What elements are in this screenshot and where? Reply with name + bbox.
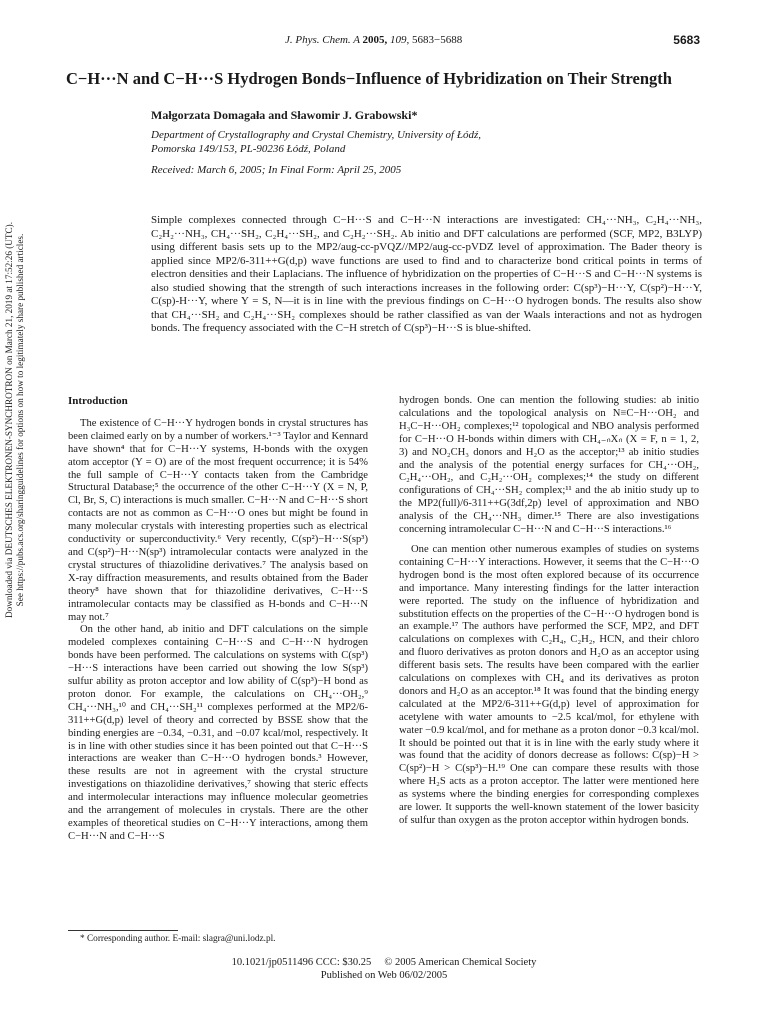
author-affiliation (151, 128, 481, 156)
journal-volume: 109, (390, 34, 410, 46)
abstract: Simple complexes connected through C−H···S and C−H···N interactions are investigated: CH₄···NH₃, C₂H₄···NH₃, C₂H₂···NH₃, CH₄···SH₂, C₂H₄···SH₂, and C₂H₂···SH₂. Ab initio and DFT calculations are performed (SCF, MP2, B3LYP) using different basis sets up to the MP2/aug-cc-pVQZ//MP2/aug-cc-pVDZ level of approximation. The Bader theory is applied since MP2/6-311++G(d,p) wave functions are used to find and to characterize bond critical points in terms of electron densities and their Laplacians. The influence of hybridization on the properties of C−H···S and C−H···N systems is also studied showing that the strength of such interactions increases in the following order: C(sp³)−H···Y, C(sp²)−H···Y, C(sp)-H···Y, where Y = S, N—it is in line with the previous findings on C−H···O hydrogen bonds. The results also show that CH₄···SH₂ and C₂H₄···SH₂ complexes should be rather classified as van der Waals interactions and not as hydrogen bonds. The frequency associated with the C−H stretch of C(sp³)−H···S is blue-shifted. (151, 214, 702, 334)
doi-copyright-line: 10.1021/jp0511496 CCC: $30.25 © 2005 American Chemical Society (231, 957, 537, 968)
right-column (399, 395, 699, 828)
paragraph: One can mention other numerous examples of studies on systems containing C−H···Y interactions. However, it seems that the C−H···O hydrogen bond is the most often explored because of its occurrence and importance. Many interesting findings for the latter interaction were reported. The study on the influence of hybridization and substitution effects on the properties of the C−H···O hydrogen bond is an example.¹⁷ The authors have performed the SCF, MP2, and DFT calculations on complexes with C₂H₄, C₂H₂, HCN, and their chloro and fluoro derivatives as proton donors and H₂O as an acceptor using different basis sets. The results have been compared with the earlier calculations on complexes with CH₄ and its derivatives as proton donors and H₂O as an acceptor.¹⁸ It was found that the binding energy calculated at the MP2/6-311++G(d,p) level of approximation for acetylene with water amounts to −2.5 kcal/mol, for ethylene with water −0.9 kcal/mol, and for methane as a proton donor −0.3 kcal/mol. It should be pointed out that it is in line with the early study where it was found that the acidity of donors decrease as follows: C(sp)−H > C(sp²)−H > C(sp³)−H.¹⁹ One can compare these results with those where H₂S acts as a proton acceptor. The latter were mentioned here as systems where the binding energies for corresponding complexes are lower. It supports the well-known statement of the lower basicity of sulfur than oxygen as the proton acceptor within hydrogen bonds. (399, 543, 699, 826)
page-footer (0, 956, 768, 982)
paragraph: On the other hand, ab initio and DFT calculations on the simple modeled complexes containing C−H···S and C−H···N hydrogen bonds have been performed. The calculations on systems with C(sp³)−H···S interactions have been carried out showing the low S(sp³) sulfur ability as proton acceptor and low ability of C(sp³)−H bond as proton donor. For example, the calculations on CH₄···OH₂,⁹ CH₄···NH₃,¹⁰ and CH₄···SH₂¹¹ complexes performed at the MP2/6-311++G(d,p) level of theory and corrected by BSSE show that the binding energies are −0.34, −0.31, and −0.07 kcal/mol, respectively. It is in line with other studies since it has been pointed out that C−H···S interactions are weaker than C−H···O hydrogen bonds.³ However, these results are not in agreement with the crystal structure investigations on thiazolidine derivatives,⁷ showing that steric effects and intermolecular interactions may influence molecular geometries and the arrangement of molecules in crystals. There are the other examples of theoretical studies on C−H···Y interactions, among them C−H···N and C−H···S (68, 624, 368, 842)
footnote-divider (68, 930, 178, 931)
affiliation-line-2: Pomorska 149/153, PL-90236 Łódź, Poland (151, 143, 346, 155)
running-head (285, 34, 462, 46)
journal-name: J. Phys. Chem. A (285, 34, 360, 46)
paragraph: The existence of C−H···Y hydrogen bonds in crystal structures has been claimed early on by a number of workers.¹⁻³ Taylor and Kennard have shown⁴ that for C−H···Y systems, H-bonds with the oxygen atom acceptor (Y = O) are of the most frequent occurrence; it is 54% the full sample of C−H···Y contacts taken from the Cambridge Structural Database;⁵ the occurrence of the other C−H···Y (X = N, P, Cl, Br, S, C) interactions is much smaller. C−H···N and C−H···S short contacts are not as common as C−H···O ones but might be found in many molecular crystals with interesting properties such as electrical conductivity or superconductivity.⁶ Very recently, C(sp²)−H···S(sp³) and C(sp²)−H···N(sp³) intramolecular contacts were analyzed in the crystal structures of thiazolidine derivatives.⁷ The analysis based on X-ray diffraction measurements, and results obtained from the Bader theory⁸ have shown that for thiazolidine derivatives, C−H···S intramolecular contacts may be classified as H-bonds and C−H···N may not.⁷ (68, 417, 368, 623)
article-authors: Małgorzata Domagała and Sławomir J. Grabowski* (151, 108, 418, 122)
article-title: C−H···N and C−H···S Hydrogen Bonds−Influence of Hybridization on Their Strength (66, 69, 672, 88)
publication-date: Published on Web 06/02/2005 (320, 970, 448, 981)
page-number: 5683 (673, 33, 700, 47)
journal-year: 2005, (362, 34, 388, 46)
left-column (68, 395, 368, 844)
section-heading: Introduction (68, 395, 128, 407)
received-dates: Received: March 6, 2005; In Final Form: April 25, 2005 (151, 164, 402, 176)
download-notice-line-2: See https://pubs.acs.org/sharingguidelines for options on how to legitimately share published articles. (15, 233, 25, 607)
affiliation-line-1: Department of Crystallography and Crystal Chemistry, University of Łódź, (151, 129, 481, 141)
paragraph: hydrogen bonds. One can mention the following studies: ab initio calculations and the topological analysis on N≡C−H···OH₂ and H₃C−H···OH₂ complexes;¹² topological and NBO analysis performed for C−H···O H-bonds within dimers with CH₄₋ₙXₙ (X = F, n = 1, 2, 3) and NO₂CH₃ donors and H₂O as the acceptor;¹³ ab initio studies and the analysis of the potential energy surfaces for CH₄···OH₂, C₂H₄···OH₂, and C₂H₂···OH₂ complexes;¹⁴ the study on different configurations of CH₄···SH₂ complex;¹¹ and the ab initio study up to the MP2(full)/6-311++G(3df,2p) level of approximation and NBO analysis of the CH₄···NH₃ dimer.¹⁵ There are also investigations concerning intramolecular C−H···N and C−H···S interactions.¹⁶ (399, 395, 699, 536)
journal-pages: 5683−5688 (412, 34, 463, 46)
download-notice-line-1: Downloaded via DEUTSCHES ELEKTRONEN-SYNCHROTRON on March 21, 2019 at 17:52:26 (UTC). (4, 221, 14, 619)
download-notice (4, 70, 34, 770)
corresponding-author-footnote: * Corresponding author. E-mail: slagra@uni.lodz.pl. (80, 934, 276, 944)
